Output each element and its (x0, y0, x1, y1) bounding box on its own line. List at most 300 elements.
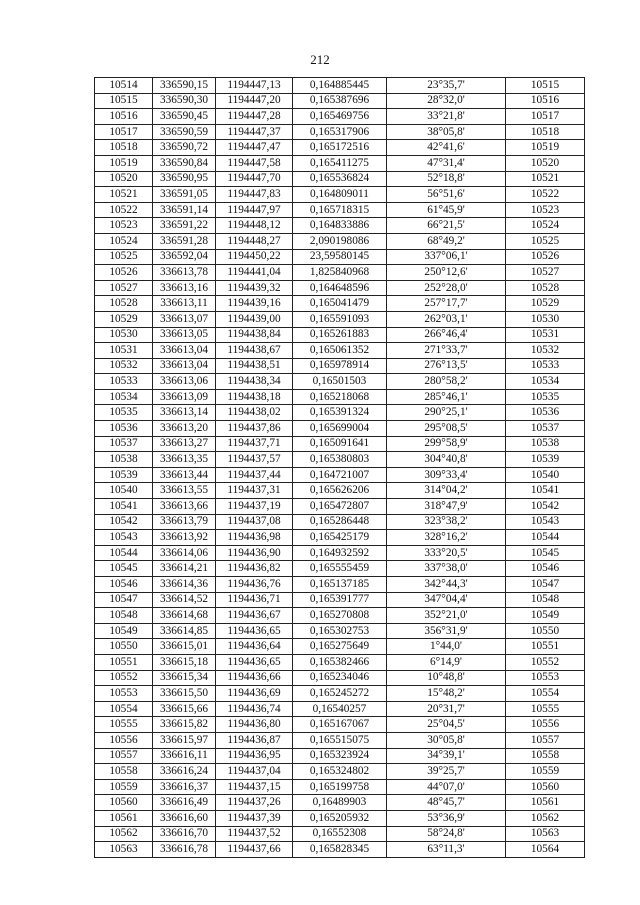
table-row (95, 530, 585, 546)
x-coordinate-cell: 336613,04 (153, 358, 216, 374)
distance-cell: 0,16489903 (293, 795, 387, 811)
point-from-cell: 10522 (95, 202, 153, 218)
bearing-cell: 285°46,1' (387, 389, 506, 405)
y-coordinate-cell: 1194436,66 (216, 670, 293, 686)
distance-cell: 0,165425179 (293, 530, 387, 546)
bearing-cell: 33°21,8' (387, 109, 506, 125)
point-from-cell: 10519 (95, 155, 153, 171)
table-row (95, 748, 585, 764)
point-to-cell: 10536 (506, 405, 585, 421)
table-row (95, 545, 585, 561)
x-coordinate-cell: 336613,07 (153, 311, 216, 327)
y-coordinate-cell: 1194436,98 (216, 530, 293, 546)
point-from-cell: 10524 (95, 233, 153, 249)
distance-cell: 0,164648596 (293, 280, 387, 296)
bearing-cell: 356°31,9' (387, 623, 506, 639)
point-to-cell: 10527 (506, 265, 585, 281)
y-coordinate-cell: 1194447,13 (216, 78, 293, 94)
point-from-cell: 10552 (95, 670, 153, 686)
y-coordinate-cell: 1194437,15 (216, 779, 293, 795)
x-coordinate-cell: 336613,06 (153, 374, 216, 390)
bearing-cell: 250°12,6' (387, 265, 506, 281)
y-coordinate-cell: 1194447,83 (216, 187, 293, 203)
y-coordinate-cell: 1194437,44 (216, 467, 293, 483)
y-coordinate-cell: 1194450,22 (216, 249, 293, 265)
point-to-cell: 10515 (506, 78, 585, 94)
point-to-cell: 10537 (506, 421, 585, 437)
y-coordinate-cell: 1194438,18 (216, 389, 293, 405)
bearing-cell: 318°47,9' (387, 499, 506, 515)
y-coordinate-cell: 1194447,47 (216, 140, 293, 156)
point-to-cell: 10562 (506, 810, 585, 826)
x-coordinate-cell: 336614,52 (153, 592, 216, 608)
distance-cell: 0,165828345 (293, 842, 387, 858)
bearing-cell: 58°24,8' (387, 826, 506, 842)
point-to-cell: 10548 (506, 592, 585, 608)
table-body (95, 78, 585, 858)
point-to-cell: 10554 (506, 686, 585, 702)
y-coordinate-cell: 1194438,67 (216, 343, 293, 359)
table-row (95, 483, 585, 499)
x-coordinate-cell: 336615,82 (153, 717, 216, 733)
point-from-cell: 10557 (95, 748, 153, 764)
table-row (95, 717, 585, 733)
distance-cell: 0,165411275 (293, 155, 387, 171)
table-row (95, 639, 585, 655)
point-from-cell: 10533 (95, 374, 153, 390)
table-row (95, 467, 585, 483)
table-row (95, 810, 585, 826)
x-coordinate-cell: 336590,15 (153, 78, 216, 94)
point-from-cell: 10534 (95, 389, 153, 405)
distance-cell: 0,165317906 (293, 124, 387, 140)
distance-cell: 0,164721007 (293, 467, 387, 483)
point-to-cell: 10549 (506, 608, 585, 624)
x-coordinate-cell: 336590,30 (153, 93, 216, 109)
point-to-cell: 10540 (506, 467, 585, 483)
distance-cell: 0,165323924 (293, 748, 387, 764)
x-coordinate-cell: 336592,04 (153, 249, 216, 265)
bearing-cell: 1°44,0' (387, 639, 506, 655)
y-coordinate-cell: 1194437,71 (216, 436, 293, 452)
bearing-cell: 48°45,7' (387, 795, 506, 811)
distance-cell: 0,165286448 (293, 514, 387, 530)
distance-cell: 0,165591093 (293, 311, 387, 327)
point-to-cell: 10516 (506, 93, 585, 109)
bearing-cell: 333°20,5' (387, 545, 506, 561)
y-coordinate-cell: 1194438,34 (216, 374, 293, 390)
y-coordinate-cell: 1194436,90 (216, 545, 293, 561)
point-from-cell: 10530 (95, 327, 153, 343)
bearing-cell: 63°11,3' (387, 842, 506, 858)
bearing-cell: 42°41,6' (387, 140, 506, 156)
bearing-cell: 299°58,9' (387, 436, 506, 452)
y-coordinate-cell: 1194448,12 (216, 218, 293, 234)
x-coordinate-cell: 336614,68 (153, 608, 216, 624)
point-from-cell: 10528 (95, 296, 153, 312)
point-to-cell: 10550 (506, 623, 585, 639)
x-coordinate-cell: 336613,79 (153, 514, 216, 530)
point-from-cell: 10537 (95, 436, 153, 452)
point-from-cell: 10560 (95, 795, 153, 811)
y-coordinate-cell: 1194438,51 (216, 358, 293, 374)
distance-cell: 0,165061352 (293, 343, 387, 359)
table-row (95, 623, 585, 639)
point-to-cell: 10547 (506, 577, 585, 593)
point-from-cell: 10553 (95, 686, 153, 702)
table-row (95, 187, 585, 203)
table-row (95, 311, 585, 327)
distance-cell: 0,165380803 (293, 452, 387, 468)
table-row (95, 358, 585, 374)
distance-cell: 0,165718315 (293, 202, 387, 218)
table-row (95, 826, 585, 842)
bearing-cell: 44°07,0' (387, 779, 506, 795)
point-to-cell: 10555 (506, 701, 585, 717)
x-coordinate-cell: 336616,37 (153, 779, 216, 795)
distance-cell: 0,165137185 (293, 577, 387, 593)
bearing-cell: 271°33,7' (387, 343, 506, 359)
table-row (95, 374, 585, 390)
point-from-cell: 10547 (95, 592, 153, 608)
table-row (95, 140, 585, 156)
distance-cell: 0,165324802 (293, 764, 387, 780)
distance-cell: 0,165555459 (293, 561, 387, 577)
y-coordinate-cell: 1194438,84 (216, 327, 293, 343)
bearing-cell: 25°04,5' (387, 717, 506, 733)
table-row (95, 592, 585, 608)
distance-cell: 0,16501503 (293, 374, 387, 390)
table-row (95, 389, 585, 405)
table-row (95, 124, 585, 140)
x-coordinate-cell: 336615,34 (153, 670, 216, 686)
bearing-cell: 20°31,7' (387, 701, 506, 717)
point-to-cell: 10560 (506, 779, 585, 795)
point-from-cell: 10531 (95, 343, 153, 359)
table-row (95, 327, 585, 343)
y-coordinate-cell: 1194437,26 (216, 795, 293, 811)
point-to-cell: 10546 (506, 561, 585, 577)
point-to-cell: 10556 (506, 717, 585, 733)
point-from-cell: 10541 (95, 499, 153, 515)
distance-cell: 0,165469756 (293, 109, 387, 125)
y-coordinate-cell: 1194447,58 (216, 155, 293, 171)
point-from-cell: 10516 (95, 109, 153, 125)
distance-cell: 0,165167067 (293, 717, 387, 733)
y-coordinate-cell: 1194436,65 (216, 654, 293, 670)
point-from-cell: 10529 (95, 311, 153, 327)
point-from-cell: 10551 (95, 654, 153, 670)
bearing-cell: 66°21,5' (387, 218, 506, 234)
bearing-cell: 257°17,7' (387, 296, 506, 312)
point-to-cell: 10531 (506, 327, 585, 343)
bearing-cell: 39°25,7' (387, 764, 506, 780)
distance-cell: 0,165172516 (293, 140, 387, 156)
page-number: 212 (310, 52, 330, 67)
x-coordinate-cell: 336590,59 (153, 124, 216, 140)
distance-cell: 0,165391324 (293, 405, 387, 421)
point-from-cell: 10561 (95, 810, 153, 826)
point-from-cell: 10549 (95, 623, 153, 639)
point-from-cell: 10515 (95, 93, 153, 109)
bearing-cell: 252°28,0' (387, 280, 506, 296)
distance-cell: 0,16540257 (293, 701, 387, 717)
y-coordinate-cell: 1194447,97 (216, 202, 293, 218)
bearing-cell: 53°36,9' (387, 810, 506, 826)
y-coordinate-cell: 1194437,39 (216, 810, 293, 826)
x-coordinate-cell: 336615,01 (153, 639, 216, 655)
distance-cell: 0,165218068 (293, 389, 387, 405)
x-coordinate-cell: 336591,14 (153, 202, 216, 218)
x-coordinate-cell: 336615,97 (153, 732, 216, 748)
point-to-cell: 10543 (506, 514, 585, 530)
distance-cell: 0,165234046 (293, 670, 387, 686)
bearing-cell: 304°40,8' (387, 452, 506, 468)
bearing-cell: 323°38,2' (387, 514, 506, 530)
table-row (95, 405, 585, 421)
point-to-cell: 10517 (506, 109, 585, 125)
table-row (95, 265, 585, 281)
table-row (95, 686, 585, 702)
x-coordinate-cell: 336590,95 (153, 171, 216, 187)
point-from-cell: 10535 (95, 405, 153, 421)
table-row (95, 78, 585, 94)
point-to-cell: 10524 (506, 218, 585, 234)
bearing-cell: 276°13,5' (387, 358, 506, 374)
bearing-cell: 290°25,1' (387, 405, 506, 421)
point-to-cell: 10526 (506, 249, 585, 265)
distance-cell: 0,165302753 (293, 623, 387, 639)
point-to-cell: 10563 (506, 826, 585, 842)
distance-cell: 0,165245272 (293, 686, 387, 702)
bearing-cell: 347°04,4' (387, 592, 506, 608)
x-coordinate-cell: 336613,05 (153, 327, 216, 343)
point-to-cell: 10519 (506, 140, 585, 156)
table-row (95, 732, 585, 748)
distance-cell: 0,165270808 (293, 608, 387, 624)
x-coordinate-cell: 336590,72 (153, 140, 216, 156)
y-coordinate-cell: 1194436,74 (216, 701, 293, 717)
distance-cell: 1,825840968 (293, 265, 387, 281)
bearing-cell: 262°03,1' (387, 311, 506, 327)
distance-cell: 0,165978914 (293, 358, 387, 374)
bearing-cell: 47°31,4' (387, 155, 506, 171)
x-coordinate-cell: 336616,78 (153, 842, 216, 858)
bearing-cell: 10°48,8' (387, 670, 506, 686)
table-row (95, 701, 585, 717)
distance-cell: 0,165041479 (293, 296, 387, 312)
distance-cell: 0,165626206 (293, 483, 387, 499)
distance-cell: 0,165261883 (293, 327, 387, 343)
bearing-cell: 314°04,2' (387, 483, 506, 499)
distance-cell: 2,090198086 (293, 233, 387, 249)
point-from-cell: 10538 (95, 452, 153, 468)
y-coordinate-cell: 1194436,76 (216, 577, 293, 593)
point-to-cell: 10522 (506, 187, 585, 203)
y-coordinate-cell: 1194437,08 (216, 514, 293, 530)
point-to-cell: 10564 (506, 842, 585, 858)
table-row (95, 779, 585, 795)
x-coordinate-cell: 336613,09 (153, 389, 216, 405)
table-row (95, 93, 585, 109)
point-to-cell: 10538 (506, 436, 585, 452)
distance-cell: 0,165199758 (293, 779, 387, 795)
point-from-cell: 10527 (95, 280, 153, 296)
point-from-cell: 10545 (95, 561, 153, 577)
distance-cell: 0,165472807 (293, 499, 387, 515)
table-row (95, 155, 585, 171)
y-coordinate-cell: 1194437,86 (216, 421, 293, 437)
bearing-cell: 352°21,0' (387, 608, 506, 624)
table-row (95, 499, 585, 515)
point-to-cell: 10545 (506, 545, 585, 561)
point-from-cell: 10548 (95, 608, 153, 624)
point-from-cell: 10520 (95, 171, 153, 187)
distance-cell: 0,164833886 (293, 218, 387, 234)
distance-cell: 0,164809011 (293, 187, 387, 203)
y-coordinate-cell: 1194447,20 (216, 93, 293, 109)
y-coordinate-cell: 1194436,64 (216, 639, 293, 655)
y-coordinate-cell: 1194436,80 (216, 717, 293, 733)
y-coordinate-cell: 1194439,32 (216, 280, 293, 296)
bearing-cell: 266°46,4' (387, 327, 506, 343)
bearing-cell: 61°45,9' (387, 202, 506, 218)
bearing-cell: 337°06,1' (387, 249, 506, 265)
x-coordinate-cell: 336613,04 (153, 343, 216, 359)
point-from-cell: 10562 (95, 826, 153, 842)
point-to-cell: 10534 (506, 374, 585, 390)
point-from-cell: 10514 (95, 78, 153, 94)
table-row (95, 764, 585, 780)
x-coordinate-cell: 336614,06 (153, 545, 216, 561)
x-coordinate-cell: 336616,49 (153, 795, 216, 811)
point-from-cell: 10532 (95, 358, 153, 374)
distance-cell: 0,165382466 (293, 654, 387, 670)
x-coordinate-cell: 336613,20 (153, 421, 216, 437)
bearing-cell: 342°44,3' (387, 577, 506, 593)
bearing-cell: 309°33,4' (387, 467, 506, 483)
distance-cell: 23,59580145 (293, 249, 387, 265)
point-from-cell: 10555 (95, 717, 153, 733)
bearing-cell: 56°51,6' (387, 187, 506, 203)
point-to-cell: 10518 (506, 124, 585, 140)
point-from-cell: 10525 (95, 249, 153, 265)
table-row (95, 577, 585, 593)
y-coordinate-cell: 1194436,65 (216, 623, 293, 639)
table-row (95, 296, 585, 312)
bearing-cell: 68°49,2' (387, 233, 506, 249)
y-coordinate-cell: 1194441,04 (216, 265, 293, 281)
y-coordinate-cell: 1194437,31 (216, 483, 293, 499)
x-coordinate-cell: 336615,18 (153, 654, 216, 670)
x-coordinate-cell: 336591,22 (153, 218, 216, 234)
table-row (95, 280, 585, 296)
point-from-cell: 10550 (95, 639, 153, 655)
point-to-cell: 10559 (506, 764, 585, 780)
distance-cell: 0,165205932 (293, 810, 387, 826)
point-to-cell: 10525 (506, 233, 585, 249)
x-coordinate-cell: 336616,24 (153, 764, 216, 780)
bearing-cell: 15°48,2' (387, 686, 506, 702)
x-coordinate-cell: 336613,11 (153, 296, 216, 312)
y-coordinate-cell: 1194448,27 (216, 233, 293, 249)
point-from-cell: 10536 (95, 421, 153, 437)
table-row (95, 249, 585, 265)
distance-cell: 0,165515075 (293, 732, 387, 748)
point-to-cell: 10544 (506, 530, 585, 546)
point-to-cell: 10551 (506, 639, 585, 655)
table-row (95, 233, 585, 249)
bearing-cell: 280°58,2' (387, 374, 506, 390)
distance-cell: 0,165091641 (293, 436, 387, 452)
x-coordinate-cell: 336614,85 (153, 623, 216, 639)
x-coordinate-cell: 336613,16 (153, 280, 216, 296)
point-to-cell: 10528 (506, 280, 585, 296)
table-row (95, 109, 585, 125)
table-row (95, 436, 585, 452)
y-coordinate-cell: 1194436,95 (216, 748, 293, 764)
point-from-cell: 10539 (95, 467, 153, 483)
point-to-cell: 10521 (506, 171, 585, 187)
y-coordinate-cell: 1194447,70 (216, 171, 293, 187)
coordinates-table (94, 77, 585, 858)
x-coordinate-cell: 336615,50 (153, 686, 216, 702)
bearing-cell: 28°32,0' (387, 93, 506, 109)
point-to-cell: 10529 (506, 296, 585, 312)
point-from-cell: 10558 (95, 764, 153, 780)
table-row (95, 218, 585, 234)
point-to-cell: 10552 (506, 654, 585, 670)
point-to-cell: 10530 (506, 311, 585, 327)
point-from-cell: 10559 (95, 779, 153, 795)
x-coordinate-cell: 336613,35 (153, 452, 216, 468)
y-coordinate-cell: 1194436,82 (216, 561, 293, 577)
y-coordinate-cell: 1194437,19 (216, 499, 293, 515)
y-coordinate-cell: 1194436,87 (216, 732, 293, 748)
x-coordinate-cell: 336613,92 (153, 530, 216, 546)
table-row (95, 654, 585, 670)
table-row (95, 561, 585, 577)
point-to-cell: 10533 (506, 358, 585, 374)
table-row (95, 171, 585, 187)
x-coordinate-cell: 336613,55 (153, 483, 216, 499)
bearing-cell: 295°08,5' (387, 421, 506, 437)
y-coordinate-cell: 1194437,52 (216, 826, 293, 842)
y-coordinate-cell: 1194436,69 (216, 686, 293, 702)
y-coordinate-cell: 1194436,67 (216, 608, 293, 624)
x-coordinate-cell: 336591,05 (153, 187, 216, 203)
bearing-cell: 337°38,0' (387, 561, 506, 577)
point-from-cell: 10518 (95, 140, 153, 156)
x-coordinate-cell: 336615,66 (153, 701, 216, 717)
point-from-cell: 10542 (95, 514, 153, 530)
point-to-cell: 10535 (506, 389, 585, 405)
distance-cell: 0,165536824 (293, 171, 387, 187)
x-coordinate-cell: 336613,66 (153, 499, 216, 515)
x-coordinate-cell: 336591,28 (153, 233, 216, 249)
x-coordinate-cell: 336613,78 (153, 265, 216, 281)
point-to-cell: 10539 (506, 452, 585, 468)
distance-cell: 0,165699004 (293, 421, 387, 437)
x-coordinate-cell: 336613,44 (153, 467, 216, 483)
point-from-cell: 10526 (95, 265, 153, 281)
distance-cell: 0,165387696 (293, 93, 387, 109)
table-row (95, 514, 585, 530)
point-from-cell: 10517 (95, 124, 153, 140)
point-from-cell: 10556 (95, 732, 153, 748)
distance-cell: 0,165275649 (293, 639, 387, 655)
y-coordinate-cell: 1194447,37 (216, 124, 293, 140)
